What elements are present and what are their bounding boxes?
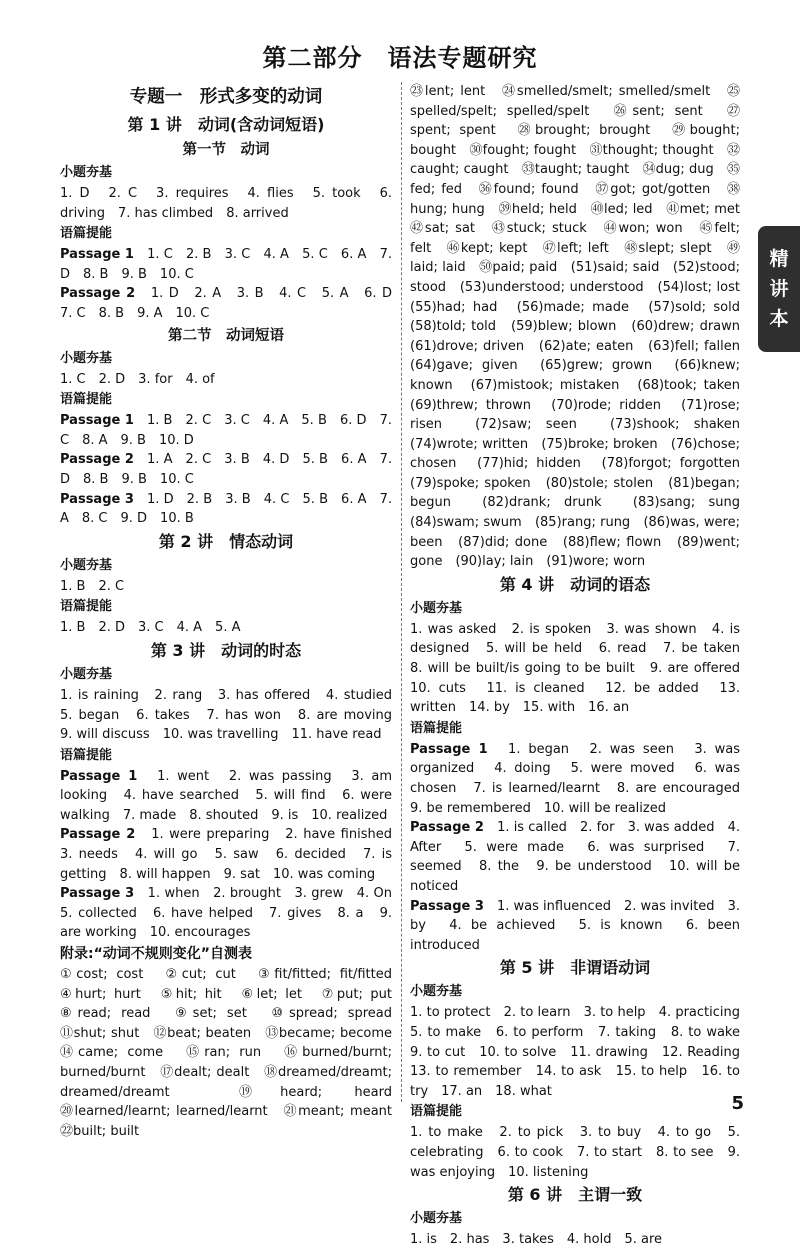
answer-block: 1. is raining 2. rang 3. has offered 4. studied 5. began 6. takes 7. has won 8. are moving 9. will discuss 10. was travelling 11. have read — [60, 687, 406, 743]
lecture-heading: 第 5 讲 非谓语动词 — [499, 958, 651, 978]
passage-label: Passage 2 — [60, 452, 134, 468]
answer-block — [60, 825, 405, 884]
answer-block — [410, 818, 740, 896]
page-title: 第二部分 语法专题研究 — [262, 44, 538, 72]
appendix-heading: 附录:“动词不规则变化”自测表 — [60, 946, 253, 963]
lecture-heading: 第 4 讲 动词的语态 — [499, 574, 651, 594]
answer-text: 1. began 2. was seen 3. was organized 4. doing 5. were moved 6. was chosen 7. is learned/learnt 8. are encouraged 9. be remembered 10. will be realized — [410, 741, 754, 816]
answer-block — [60, 490, 392, 529]
passage-label: Passage 1 — [410, 741, 488, 757]
answer-block — [60, 450, 392, 489]
answer-block: 1. B 2. D 3. C 4. A 5. A — [60, 620, 241, 636]
side-tab-char: 讲 — [769, 278, 789, 300]
section-heading: 第一节 动词 — [182, 142, 270, 158]
lecture-heading: 第 1 讲 动词(含动词短语) — [127, 115, 325, 134]
answer-block — [60, 411, 392, 450]
lecture-heading: 第 3 讲 动词的时态 — [150, 640, 302, 660]
answer-block: 1. to protect 2. to learn 3. to help 4. practicing 5. to make 6. to perform 7. taking 8. to wake 9. to cut 10. to solve 11. drawing 12. Reading 13. to remember 14. to ask 15. to help 16. to try 17. an 18. what — [410, 1005, 754, 1099]
column-divider — [401, 82, 402, 1102]
topic-heading: 专题一 形式多变的动词 — [129, 87, 323, 107]
answer-block — [60, 884, 406, 943]
subsection-label: 小题夯基 — [410, 1211, 463, 1227]
subsection-label: 语篇提能 — [410, 720, 463, 736]
lecture-heading: 第 2 讲 情态动词 — [158, 531, 294, 551]
side-tab-char: 本 — [769, 308, 789, 330]
passage-label: Passage 1 — [60, 413, 134, 429]
answer-block: ㉓lent; lent ㉔smelled/smelt; smelled/smelt ㉕spelled/spelt; spelled/spelt ㉖sent; sent ㉗spent; spent ㉘brought; brought ㉙bought; bought ㉚fought; fought ㉛thought; thought ㉜caught; caught ㉝taught; taught ㉞dug; dug ㉟fed; fed ㊱found; found ㊲got; got/gotten ㊳hung; hung ㊴held; held ㊵led; led ㊶met; met ㊷sat; sat ㊸stuck; stuck ㊹won; won ㊺felt; felt ㊻kept; kept ㊼left; left ㊽slept; slept ㊾laid; laid ㊿paid; paid (51)said; said (52)stood; stood (53)understood; understood (54)lost; lost (55)had; had (56)made; made (57)sold; sold (58)told; told (59)blew; blown (60)drew; drawn (61)drove; driven (62)ate; eaten (63)fell; fallen (64)gave; given (65)grew; grown (66)knew; known (67)mistook; mistaken (68)took; taken (69)threw; thrown (70)rode; ridden (71)rose; risen (72)saw; seen (73)shook; shaken (74)wrote; written (75)broke; broken (76)chose; chosen (77)hid; hidden (78)forgot; forgotten (79)spoke; spoken (80)stole; stolen (81)began; begun (82)drank; drunk (83)sang; sung (84)swam; swum (85)rang; rung (86)was, were; been (87)did; done (88)flew; flown (89)went; gone (90)lay; lain (91)wore; worn — [410, 84, 754, 570]
answer-text: 1. when 2. brought 3. grew 4. On 5. collected 6. have helped 7. gives 8. a 9. are working 10. encourages — [60, 886, 406, 941]
answer-text: 1. D 2. B 3. B 4. C 5. B 6. A 7. A 8. C 9. D 10. B — [60, 491, 392, 527]
answer-text: 1. was influenced 2. was invited 3. by 4. be achieved 5. is known 6. been introduced — [410, 898, 740, 953]
subsection-label: 语篇提能 — [60, 599, 113, 615]
answer-block — [60, 284, 405, 323]
subsection-label: 语篇提能 — [60, 747, 113, 763]
answer-text: 1. A 2. C 3. B 4. D 5. B 6. A 7. D 8. B 9. B 10. C — [60, 452, 392, 487]
answer-block — [410, 740, 754, 818]
passage-label: Passage 2 — [60, 286, 136, 302]
subsection-label: 语篇提能 — [60, 226, 113, 242]
right-column — [410, 82, 754, 1250]
answer-block: 1. B 2. C — [60, 578, 125, 594]
page-number: 5 — [731, 1093, 744, 1114]
passage-label: Passage 3 — [60, 886, 135, 902]
subsection-label: 语篇提能 — [410, 1104, 463, 1120]
subsection-label: 小题夯基 — [60, 666, 113, 682]
answer-block: ①cost; cost ②cut; cut ③fit/fitted; fit/fitted ④hurt; hurt ⑤hit; hit ⑥let; let ⑦put; put ⑧read; read ⑨set; set ⑩spread; spread ⑪shut; shut ⑫beat; beaten ⑬became; become ⑭came; come ⑮ran; run ⑯burned/burnt; burned/burnt ⑰dealt; dealt ⑱dreamed/dreamt; dreamed/dreamt ⑲heard; heard ⑳learned/learnt; learned/learnt ㉑meant; meant ㉒built; built — [60, 967, 406, 1139]
side-tab-char: 精 — [769, 248, 789, 270]
answer-text: 1. is called 2. for 3. was added 4. After 5. were made 6. was surprised 7. seemed 8. the 9. be understood 10. will be noticed — [410, 820, 740, 894]
answer-text: 1. were preparing 2. have finished 3. needs 4. will go 5. saw 6. decided 7. is getting 8. will happen 9. sat 10. was coming — [60, 827, 405, 882]
subsection-label: 语篇提能 — [60, 392, 113, 408]
passage-label: Passage 2 — [410, 820, 484, 836]
answer-block: 1. C 2. D 3. for 4. of — [60, 371, 215, 387]
subsection-label: 小题夯基 — [60, 557, 113, 573]
answer-text: 1. B 2. C 3. C 4. A 5. B 6. D 7. C 8. A 9. B 10. D — [60, 413, 392, 448]
answer-text: 1. D 2. A 3. B 4. C 5. A 6. D 7. C 8. B 9. A 10. C — [60, 286, 405, 321]
answer-block: 1. is 2. has 3. takes 4. hold 5. are — [410, 1232, 663, 1248]
passage-label: Passage 3 — [410, 898, 484, 914]
answer-text: 1. C 2. B 3. C 4. A 5. C 6. A 7. D 8. B 9. B 10. C — [60, 247, 392, 282]
subsection-label: 小题夯基 — [410, 984, 463, 1000]
left-column — [60, 82, 406, 1141]
subsection-label: 小题夯基 — [60, 350, 113, 366]
answer-block — [410, 897, 740, 956]
answer-block — [60, 245, 392, 284]
section-heading: 第二节 动词短语 — [168, 327, 284, 344]
subsection-label: 小题夯基 — [410, 600, 463, 616]
answer-text: 1. went 2. was passing 3. am looking 4. have searched 5. will find 6. were walking 7. made 8. shouted 9. is 10. realized — [60, 768, 392, 823]
answer-block: 1. D 2. C 3. requires 4. flies 5. took 6. driving 7. has climbed 8. arrived — [60, 186, 392, 221]
answer-block: 1. to make 2. to pick 3. to buy 4. to go 5. celebrating 6. to cook 7. to start 8. to see 9. was enjoying 10. listening — [410, 1125, 740, 1180]
answer-block: 1. was asked 2. is spoken 3. was shown 4. is designed 5. will be held 6. read 7. be taken 8. will be built/is going to be built 9. are offered 10. cuts 11. is cleaned 12. be added 13. written 14. by 15. with 16. an — [410, 621, 754, 716]
subsection-label: 小题夯基 — [60, 165, 113, 180]
passage-label: Passage 2 — [60, 827, 136, 843]
section-side-tab — [758, 226, 800, 352]
passage-label: Passage 1 — [60, 247, 134, 263]
lecture-heading: 第 6 讲 主谓一致 — [507, 1185, 643, 1205]
passage-label: Passage 3 — [60, 491, 134, 507]
answer-block — [60, 767, 392, 826]
passage-label: Passage 1 — [60, 768, 138, 784]
